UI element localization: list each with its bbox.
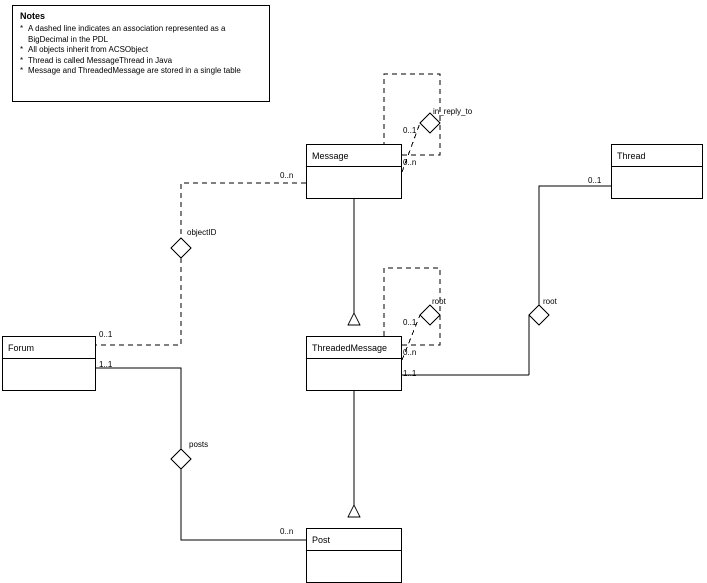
note-item: * Message and ThreadedMessage are stored in a single table — [20, 66, 262, 77]
class-body-threadedmessage — [307, 359, 401, 390]
association-label-objectid: objectID — [187, 228, 217, 237]
class-box-post[interactable] — [306, 528, 402, 583]
class-name-threadedmessage: ThreadedMessage — [307, 337, 401, 359]
multiplicity-label: 0..n — [280, 527, 294, 536]
class-body-message — [307, 167, 401, 198]
class-box-threadedmessage[interactable] — [306, 336, 402, 391]
association-label-in-reply-to: in_reply_to — [433, 107, 473, 116]
multiplicity-label: 0..n — [280, 171, 294, 180]
notes-heading: Notes — [20, 11, 46, 21]
multiplicity-label: 0..n — [403, 158, 417, 167]
class-body-post — [307, 551, 401, 582]
class-name-forum: Forum — [3, 337, 95, 359]
class-name-post: Post — [307, 529, 401, 551]
association-label-root-left: root — [432, 297, 446, 306]
association-label-posts: posts — [189, 440, 209, 449]
note-item: * All objects inherit from ACSObject — [20, 45, 262, 56]
multiplicity-label: 0..1 — [99, 330, 113, 339]
multiplicity-label: 0..1 — [403, 318, 417, 327]
multiplicity-label: 1..1 — [403, 369, 417, 378]
multiplicity-label: 1..1 — [99, 360, 113, 369]
multiplicity-label: 0..1 — [403, 126, 417, 135]
class-box-forum[interactable] — [2, 336, 96, 391]
class-box-message[interactable] — [306, 144, 402, 199]
class-name-thread: Thread — [612, 145, 702, 167]
association-label-root-right: root — [543, 297, 557, 306]
multiplicity-label: 0..1 — [588, 176, 602, 185]
class-name-message: Message — [307, 145, 401, 167]
class-body-thread — [612, 167, 702, 198]
multiplicity-label: 0..n — [403, 348, 417, 357]
note-item: * Thread is called MessageThread in Java — [20, 56, 262, 67]
note-item: * A dashed line indicates an association represented as a BigDecimal in the PDL — [20, 24, 262, 45]
notes-list — [20, 24, 262, 77]
class-body-forum — [3, 359, 95, 390]
notes-box — [12, 5, 270, 102]
class-box-thread[interactable] — [611, 144, 703, 199]
